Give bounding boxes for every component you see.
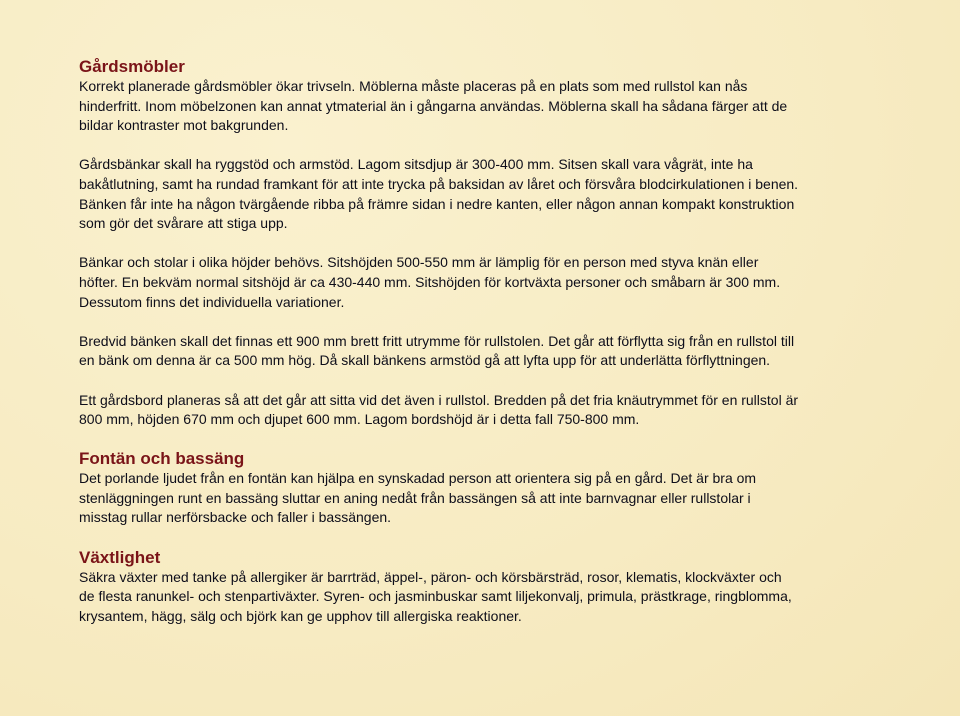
paragraph-gardsbord: Ett gårdsbord planeras så att det går att sitta vid det även i rullstol. Bredden på det fria knäutrymmet för en rullstol är 800 mm, höjden 670 mm och djupet 600 mm. Lagom bordshöjd är i detta fall 750-800 mm. <box>79 391 799 428</box>
paragraph-rullstol-utrymme: Bredvid bänken skall det finnas ett 900 mm brett fritt utrymme för rullstolen. Det går att förflytta sig från en rullstol till en bänk om denna är ca 500 mm hög. Då skall bänkens armstöd gå att lyfta upp för att underlätta förflyttningen. <box>79 332 795 369</box>
paragraph-fontan: Det porlande ljudet från en fontän kan hjälpa en synskadad person att orientera sig på en gård. Det är bra om stenläggningen runt en bassäng sluttar en aning nedåt från bassängen så att inte barnvagnar eller rullstolar i misstag rullar nerförsbacke och faller i bassängen. <box>79 470 757 526</box>
heading-vaxtlighet: Växtlighet <box>79 547 161 567</box>
paragraph-vaxtlighet: Säkra växter med tanke på allergiker är barrträd, äppel-, päron- och körsbärsträd, rosor, klematis, klockväxter och de flesta ranunkel- och stenpartiväxter. Syren- och jasminbuskar samt liljekonvalj, primula, prästkrage, ringblomma, krysantem, hägg, sälg och björk kan ge upphov till allergiska reaktioner. <box>79 568 792 624</box>
heading-fontan-och-bassang: Fontän och bassäng <box>79 449 245 469</box>
paragraph-hojder: Bänkar och stolar i olika höjder behövs. Sitshöjden 500-550 mm är lämplig för en person med styva knän eller höfter. En bekväm normal sitshöjd är ca 430-440 mm. Sitshöjden för kortväxta personer och småbarn är 300 mm. Dessutom finns det individuella variationer. <box>79 254 781 310</box>
paragraph-gardsbankar: Gårdsbänkar skall ha ryggstöd och armstöd. Lagom sitsdjup är 300-400 mm. Sitsen skall vara vågrät, inte ha bakåtlutning, samt ha rundad framkant för att inte trycka på baksidan av låret och försvåra blodcirkulationen i benen. Bänken får inte ha någon tvärgående ribba på främre sidan i nedre kanten, eller någon annan kompakt konstruktion som gör det svårare att stiga upp. <box>79 156 799 232</box>
heading-gardsmobler: Gårdsmöbler <box>79 57 185 76</box>
paragraph-intro: Korrekt planerade gårdsmöbler ökar trivseln. Möblerna måste placeras på en plats som med rullstol kan nås hinderfritt. Inom möbelzonen kan annat ytmaterial än i gångarna användas. Möblerna skall ha sådana färger att de bildar kontraster mot bakgrunden. <box>79 78 788 134</box>
